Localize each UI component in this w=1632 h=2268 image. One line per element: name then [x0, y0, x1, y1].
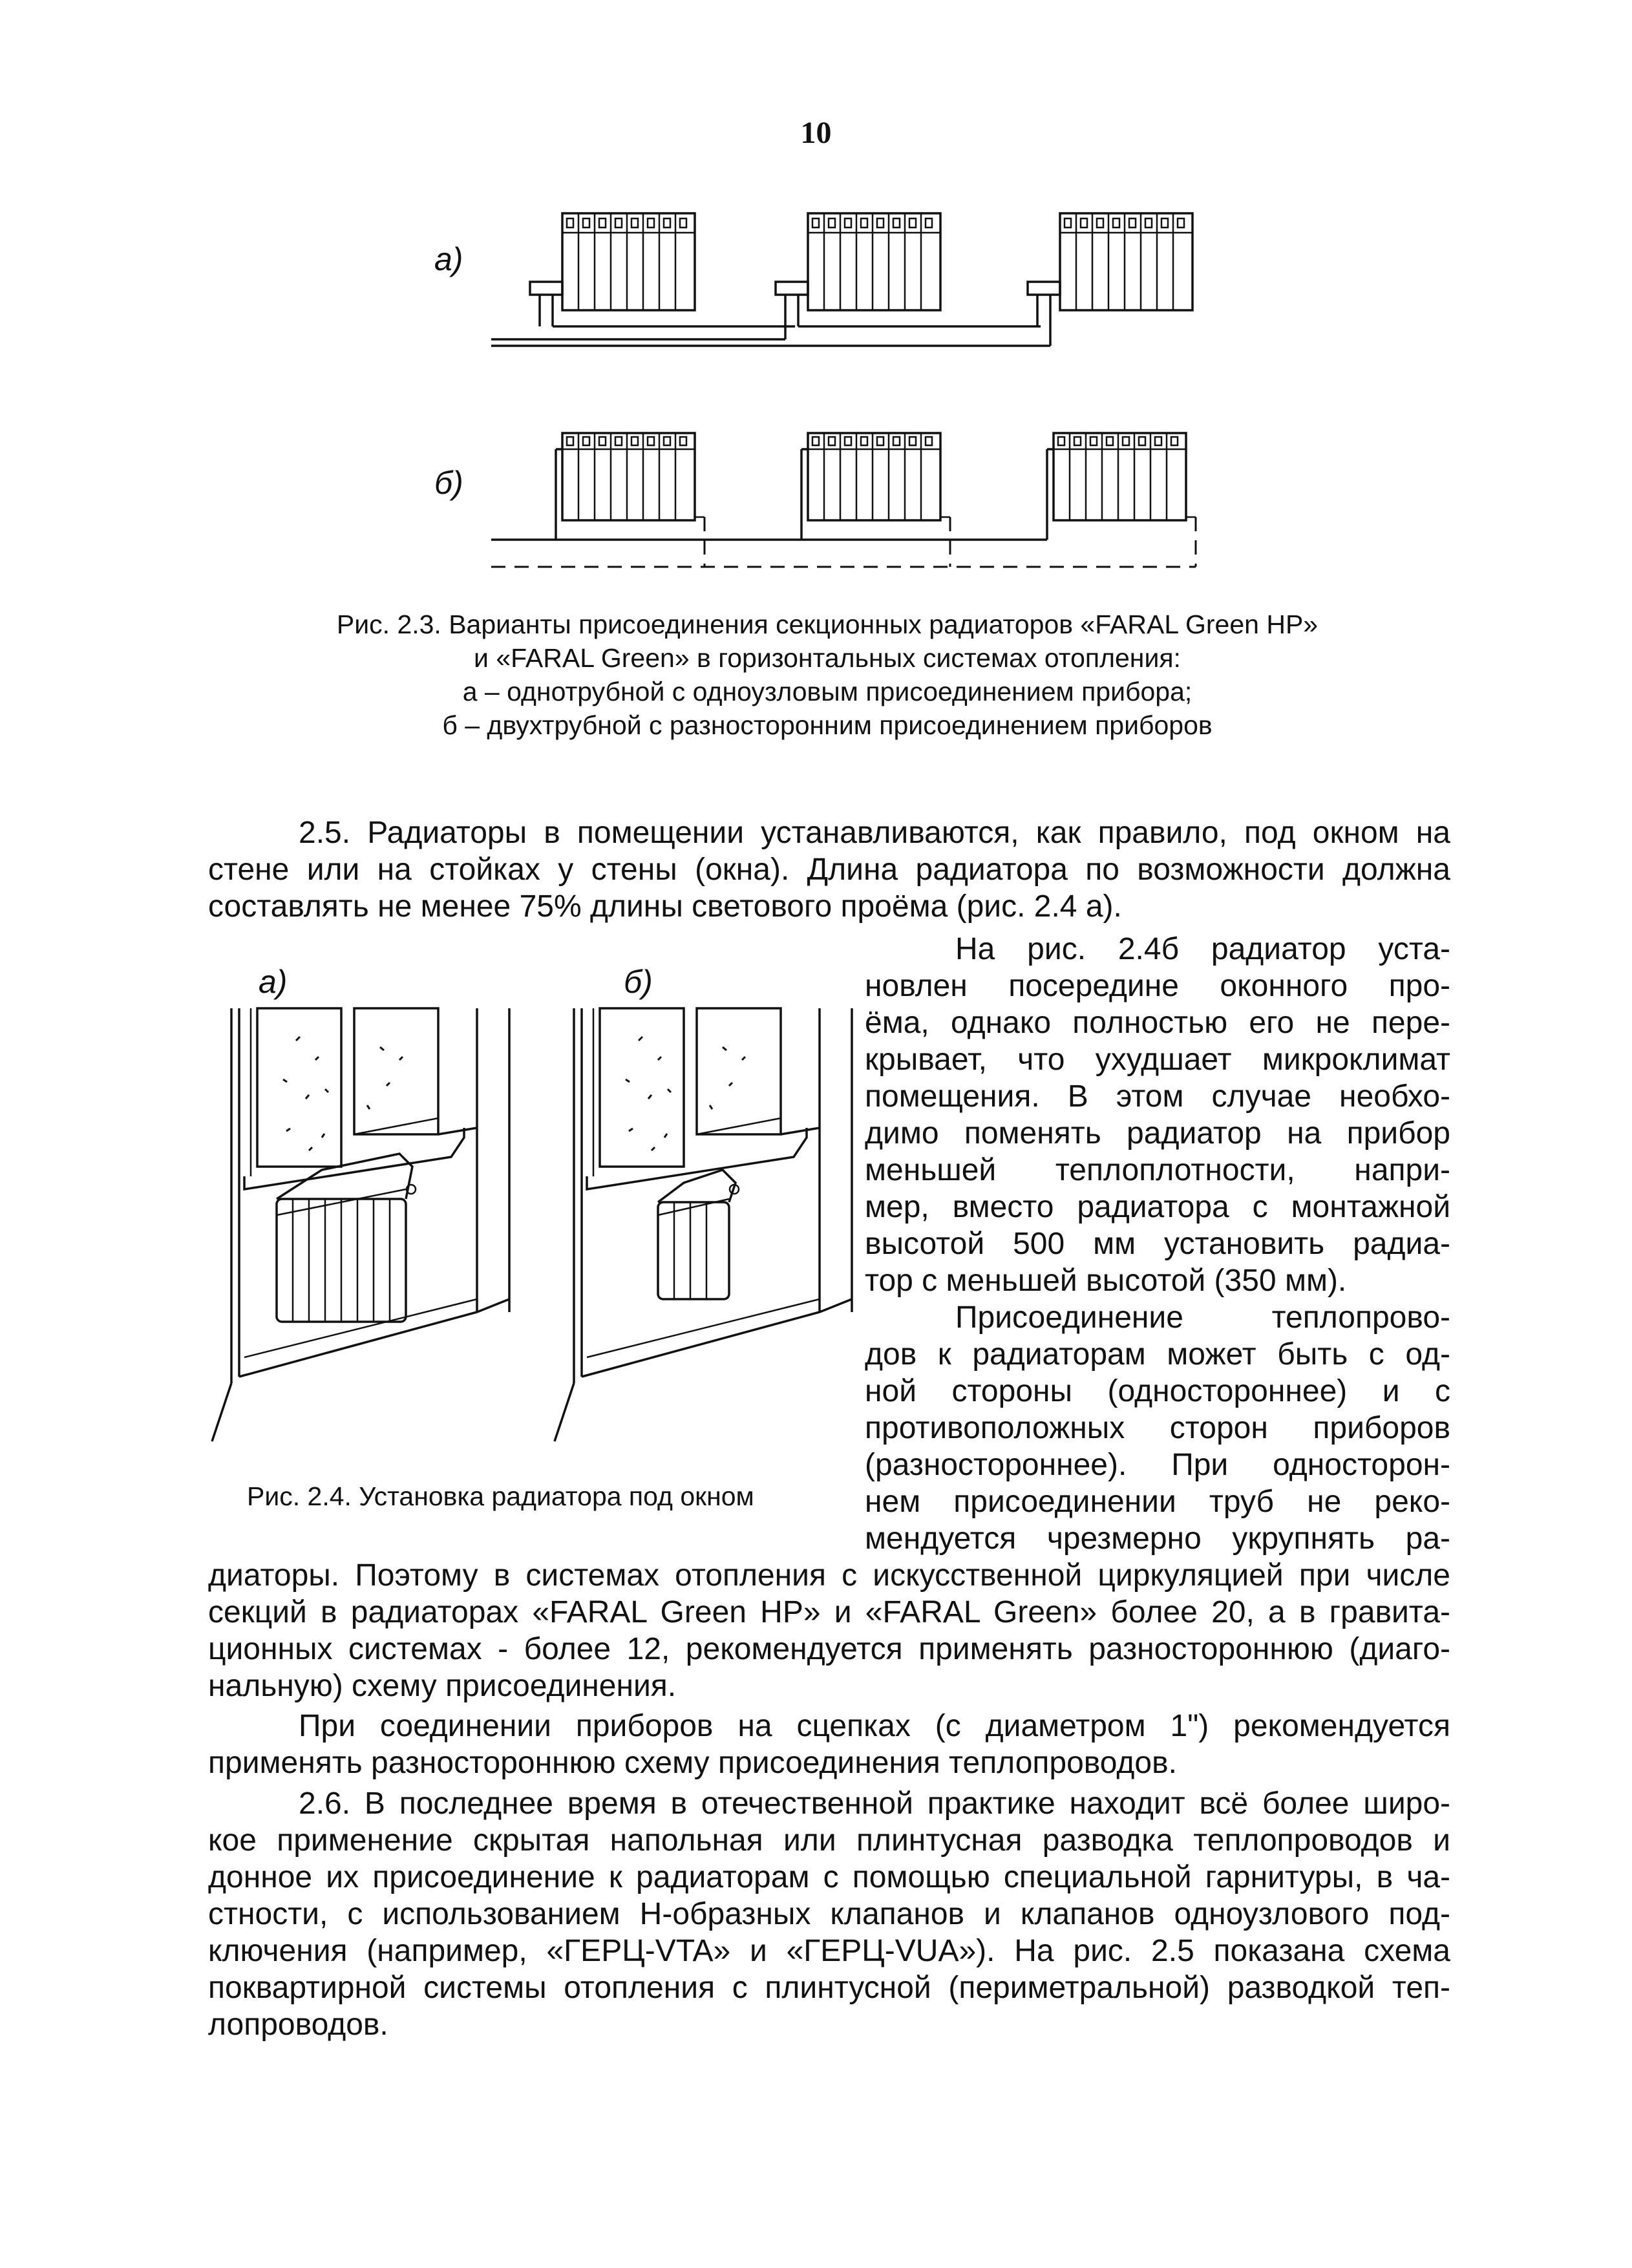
text-line: ёма, однако полностью его не пере- [865, 1006, 1450, 1040]
fig23a-radiator-1 [562, 213, 695, 310]
page-number: 10 [800, 116, 832, 150]
text-line: На рис. 2.4б радиатор уста- [955, 932, 1450, 966]
text-line: стене или на стойках у стены (окна). Длина радиатора по возможности должна [208, 853, 1450, 887]
text-line: Присоединение теплопрово- [955, 1300, 1450, 1335]
text-line: ной стороны (одностороннее) и с [865, 1374, 1450, 1408]
text-line: помещения. В этом случае необхо- [865, 1079, 1450, 1114]
text-line: высотой 500 мм установить радиа- [865, 1227, 1450, 1261]
text-line: кое применение скрытая напольная или плинтусная разводка теплопроводов и [208, 1823, 1450, 1858]
fig23b-radiator-1 [562, 433, 695, 520]
fig24b-drawing [555, 1008, 852, 1441]
text-line: тор с меньшей высотой (350 мм). [865, 1264, 1347, 1298]
text-line: При соединении приборов на сцепках (с диаметром 1") рекомендуется [299, 1709, 1450, 1743]
hitch-paragraph [208, 1708, 1450, 1781]
fig23-label-a: а) [434, 241, 463, 277]
fig24-label-b: б) [624, 964, 653, 1000]
fig23b-radiator-3 [1054, 433, 1186, 520]
fig23-caption-line: б – двухтрубной с разносторонним присоединением приборов [442, 710, 1213, 740]
text-line: мер, вместо радиатора с монтажной [865, 1190, 1450, 1224]
fig23-caption-line: а – однотрубной с одноузловым присоединением прибора; [462, 677, 1192, 706]
text-line: 2.6. В последнее время в отечественной практике находит всё более широ- [299, 1786, 1450, 1821]
fig23a-scheme [491, 213, 1192, 346]
fig24a-drawing [212, 1008, 509, 1441]
fig23b-scheme [491, 433, 1196, 567]
text-line: ключения (например, «ГЕРЦ-VTA» и «ГЕРЦ-VUA»). На рис. 2.5 показана схема [208, 1934, 1450, 1968]
text-line: мендуется чрезмерно укрупнять ра- [865, 1521, 1450, 1556]
fig24-label-a: а) [259, 964, 288, 1000]
text-line: составлять не менее 75% длины светового проёма (рис. 2.4 а). [208, 889, 1122, 924]
text-line: дов к радиаторам может быть с од- [865, 1337, 1450, 1372]
text-line: новлен посередине оконного про- [865, 969, 1450, 1003]
text-line: лопроводов. [208, 2008, 388, 2042]
fig24-caption: Рис. 2.4. Установка радиатора под окном [247, 1481, 754, 1511]
fig24a-window [257, 1008, 438, 1167]
text-line: секций в радиаторах «FARAL Green HP» и «FARAL Green» более 20, а в гравита- [208, 1595, 1450, 1629]
text-line: 2.5. Радиаторы в помещении устанавливаются, как правило, под окном на [299, 816, 1450, 850]
text-line: противоположных сторон приборов [865, 1411, 1450, 1445]
fig23-label-b: б) [434, 465, 463, 501]
fig24b-window [600, 1008, 781, 1167]
text-line: ционных системах - более 12, рекомендуется применять разностороннюю (диаго- [208, 1632, 1450, 1666]
text-line: применять разностороннюю схему присоединения теплопроводов. [208, 1746, 1177, 1780]
text-line: (разностороннее). При односторон- [865, 1448, 1450, 1482]
text-line: крывает, что ухудшает микроклимат [865, 1043, 1450, 1077]
text-line: поквартирной системы отопления с плинтусной (периметральной) разводкой теп- [208, 1971, 1450, 2005]
fig24b-radiator [658, 1170, 739, 1299]
fig23a-radiator-2 [808, 213, 940, 310]
fig23a-radiator-3 [1060, 213, 1192, 310]
side-text [865, 931, 1450, 1557]
text-line: димо поменять радиатор на прибор [865, 1116, 1450, 1150]
fig23-caption-line: и «FARAL Green» в горизонтальных системах отопления: [474, 643, 1181, 673]
text-line: стности, с использованием Н-образных клапанов и клапанов одноузлового под- [208, 1897, 1450, 1931]
fig24a-radiator [277, 1154, 416, 1322]
text-line: донное их присоединение к радиаторам с помощью специальной гарнитуры, в ча- [208, 1860, 1450, 1894]
fig24-illustration [206, 995, 865, 1461]
text-line: нальную) схему присоединения. [208, 1669, 677, 1703]
paragraph-2-6 [208, 1785, 1450, 2043]
text-line: меньшей теплоплотности, напри- [865, 1153, 1450, 1187]
text-line: диаторы. Поэтому в системах отопления с искусственной циркуляцией при числе [208, 1558, 1450, 1593]
text-line: нем присоединении труб не реко- [865, 1485, 1450, 1519]
fig23-caption-line: Рис. 2.3. Варианты присоединения секционных радиаторов «FARAL Green HP» [336, 609, 1319, 639]
fig23-diagram [491, 200, 1215, 588]
fig23-caption [194, 608, 1461, 742]
fig23b-radiator-2 [808, 433, 940, 520]
paragraph-2-5 [208, 814, 1450, 925]
continuation-paragraph [208, 1557, 1450, 1704]
